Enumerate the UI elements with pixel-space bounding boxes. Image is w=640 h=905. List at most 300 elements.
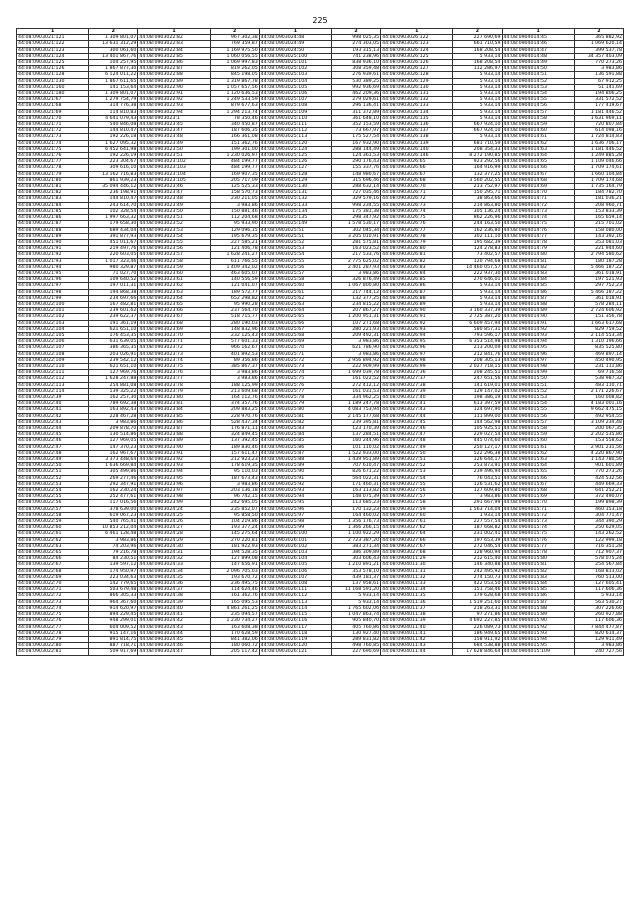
- cadastral-number-cell: 44:08:0903025:124: [259, 146, 331, 152]
- cadastral-number-cell: 44:08:0903025:110: [259, 115, 331, 121]
- cadastral-number-cell: 44:08:0903021:74: [17, 140, 89, 146]
- cadastral-number-cell: 44:08:0903026:73: [381, 202, 453, 208]
- cadastral-number-cell: 44:08:0903027:41: [381, 401, 453, 407]
- cadastral-value-cell: 151 362,76: [210, 140, 259, 146]
- cadastral-value-cell: 236 198,91: [89, 190, 138, 196]
- cadastral-value-cell: 361 018,91: [574, 270, 623, 276]
- cadastral-number-cell: 44:08:0903026:97: [381, 351, 453, 357]
- cadastral-number-cell: 44:08:0903023:49: [138, 140, 210, 146]
- cadastral-value-cell: 148 832,96: [210, 326, 259, 332]
- cadastral-number-cell: 44:08:0903025:133: [259, 202, 331, 208]
- cadastral-value-cell: 144 562,98: [453, 419, 502, 425]
- cadastral-value-cell: 841 382,06: [210, 636, 259, 642]
- cadastral-number-cell: 44:08:0903025:92: [259, 481, 331, 487]
- cadastral-number-cell: 44:08:0904011:43: [381, 643, 453, 649]
- cadastral-value-cell: 137 958,61: [331, 581, 380, 587]
- cadastral-value-cell: 621 786,90: [331, 345, 380, 351]
- cadastral-value-cell: 1 735 164,79: [574, 184, 623, 190]
- cadastral-value-cell: 158 911,92: [453, 636, 502, 642]
- cadastral-value-cell: 1 249 533,59: [210, 97, 259, 103]
- cadastral-value-cell: 3 109 234,48: [574, 419, 623, 425]
- cadastral-value-cell: 5 933,14: [453, 109, 502, 115]
- cadastral-number-cell: 44:08:0903026:127: [381, 66, 453, 72]
- cadastral-value-cell: 879 677,63: [210, 103, 259, 109]
- cadastral-number-cell: 44:08:0903026:87: [381, 289, 453, 295]
- cadastral-number-cell: 44:08:0903022:105: [17, 332, 89, 338]
- cadastral-number-cell: 44:08:0903026:126: [381, 60, 453, 66]
- cadastral-value-cell: 901 601,89: [574, 463, 623, 469]
- cadastral-number-cell: 44:08:0903024:37: [138, 587, 210, 593]
- cadastral-value-cell: 509 917,69: [89, 649, 138, 655]
- cadastral-number-cell: 44:08:0904015:71: [502, 506, 574, 512]
- cadastral-value-cell: 564 022,31: [331, 475, 380, 481]
- cadastral-number-cell: 44:08:0903022:91: [138, 91, 210, 97]
- cadastral-number-cell: 44:08:0903022:110: [17, 363, 89, 369]
- cadastral-number-cell: 44:08:0904014:77: [502, 233, 574, 239]
- cadastral-value-cell: 522 296,38: [453, 450, 502, 456]
- cadastral-value-cell: 324 849,45: [210, 432, 259, 438]
- cadastral-value-cell: 361 018,91: [574, 295, 623, 301]
- cadastral-value-cell: 132 377,25: [453, 171, 502, 177]
- cadastral-value-cell: 194 806,25: [574, 91, 623, 97]
- cadastral-number-cell: 44:08:0903021:77: [17, 159, 89, 165]
- cadastral-value-cell: 6 124 011,22: [89, 72, 138, 78]
- cadastral-number-cell: 44:08:0903025:60: [259, 283, 331, 289]
- cadastral-value-cell: 193 670,72: [210, 574, 259, 580]
- cadastral-value-cell: 170 132,23: [331, 506, 380, 512]
- cadastral-number-cell: 44:08:0903026:94: [381, 332, 453, 338]
- cadastral-number-cell: 44:08:0903026:72: [381, 196, 453, 202]
- cadastral-number-cell: 44:08:0903026:128: [381, 72, 453, 78]
- cadastral-number-cell: 44:08:0903023:75: [138, 363, 210, 369]
- cadastral-number-cell: 44:08:0903021:67: [17, 97, 89, 103]
- cadastral-value-cell: 6 353 514,98: [453, 339, 502, 345]
- cadastral-value-cell: 234 815,22: [331, 301, 380, 307]
- cadastral-value-cell: 38 863,66: [453, 196, 502, 202]
- cadastral-value-cell: 95 858,50: [210, 512, 259, 518]
- cadastral-number-cell: 44:08:0903023:78: [138, 382, 210, 388]
- cadastral-value-cell: 71 027,70: [89, 270, 138, 276]
- cadastral-value-cell: 253 873,91: [453, 463, 502, 469]
- cadastral-value-cell: 1 319 867,78: [210, 78, 259, 84]
- cadastral-number-cell: 44:08:0903024:24: [138, 506, 210, 512]
- cadastral-number-cell: 44:08:0904014:49: [502, 60, 574, 66]
- cadastral-number-cell: 44:08:0903025:126: [259, 159, 331, 165]
- cadastral-value-cell: 1 628 247,88: [89, 376, 138, 382]
- cadastral-number-cell: 44:08:0903022:83: [138, 41, 210, 47]
- cadastral-value-cell: 73 402,57: [453, 252, 502, 258]
- column-header: 1: [259, 29, 331, 35]
- cadastral-value-cell: 1 249 885,28: [574, 153, 623, 159]
- cadastral-number-cell: 44:08:0903024:40: [138, 605, 210, 611]
- cadastral-value-cell: 209 492,31: [331, 332, 380, 338]
- cadastral-value-cell: 1 057 657,56: [210, 84, 259, 90]
- cadastral-number-cell: 44:08:0903022:88: [138, 72, 210, 78]
- cadastral-value-cell: 270 220,81: [210, 537, 259, 543]
- cadastral-value-cell: 227 690,69: [453, 35, 502, 41]
- cadastral-value-cell: 3 983,86: [89, 419, 138, 425]
- cadastral-value-cell: 967 302,38: [210, 35, 259, 41]
- cadastral-number-cell: 44:08:0903024:27: [138, 525, 210, 531]
- cadastral-value-cell: 199 301,00: [210, 146, 259, 152]
- cadastral-number-cell: 44:08:0903026:98: [381, 357, 453, 363]
- cadastral-value-cell: 621 651,10: [89, 326, 138, 332]
- cadastral-value-cell: 212 923,23: [210, 457, 259, 463]
- cadastral-value-cell: 819 262,05: [210, 66, 259, 72]
- cadastral-number-cell: 44:08:0903026:121: [259, 649, 331, 655]
- cadastral-value-cell: 123 170,39: [331, 426, 380, 432]
- cadastral-value-cell: 3 205 010,91: [331, 233, 380, 239]
- cadastral-value-cell: 1 366 266,15: [331, 525, 380, 531]
- cadastral-number-cell: 44:08:0903025:96: [259, 506, 331, 512]
- cadastral-number-cell: 44:08:0903026:67: [381, 171, 453, 177]
- cadastral-value-cell: 998 025,35: [331, 35, 380, 41]
- cadastral-number-cell: 44:08:0903021:123: [17, 47, 89, 53]
- cadastral-number-cell: 44:08:0904011:31: [381, 568, 453, 574]
- cadastral-number-cell: 44:08:0904014:55: [502, 97, 574, 103]
- cadastral-number-cell: 44:08:0903023:48: [138, 134, 210, 140]
- cadastral-number-cell: 44:08:0903025:88: [259, 457, 331, 463]
- cadastral-value-cell: 184 782,70: [574, 190, 623, 196]
- cadastral-number-cell: 44:08:0904011:37: [381, 605, 453, 611]
- cadastral-value-cell: 165 659,14: [574, 215, 623, 221]
- cadastral-number-cell: 44:08:0903025:99: [259, 525, 331, 531]
- cadastral-number-cell: 44:08:0904015:53: [502, 394, 574, 400]
- cadastral-number-cell: 44:08:0903021:87: [17, 221, 89, 227]
- cadastral-value-cell: 5 933,14: [331, 599, 380, 605]
- cadastral-value-cell: 667 924,10: [453, 128, 502, 134]
- cadastral-number-cell: 44:08:0904014:50: [502, 66, 574, 72]
- cadastral-number-cell: 44:08:0903026:138: [381, 134, 453, 140]
- cadastral-value-cell: 160 008,82: [574, 394, 623, 400]
- cadastral-number-cell: 44:08:0903022:45: [17, 432, 89, 438]
- cadastral-value-cell: 194 868,38: [89, 289, 138, 295]
- cadastral-value-cell: 891 814,75: [89, 636, 138, 642]
- cadastral-number-cell: 44:08:0903025:75: [259, 376, 331, 382]
- cadastral-number-cell: 44:08:0903022:40: [17, 401, 89, 407]
- cadastral-value-cell: 2 114 553,34: [574, 332, 623, 338]
- cadastral-value-cell: 289 831,82: [331, 636, 380, 642]
- cadastral-number-cell: 44:08:0903025:97: [259, 512, 331, 518]
- cadastral-value-cell: 3 160 337,39: [453, 308, 502, 314]
- cadastral-number-cell: 44:08:0903023:47: [138, 128, 210, 134]
- cadastral-value-cell: 439 181,37: [331, 574, 380, 580]
- table-body: [17, 35, 624, 655]
- cadastral-value-cell: 4 083 753,94: [331, 407, 380, 413]
- cadastral-value-cell: 124 278,83: [453, 246, 502, 252]
- cadastral-value-cell: 1 310 196,66: [574, 339, 623, 345]
- cadastral-value-cell: 498 760,85: [331, 643, 380, 649]
- cadastral-number-cell: 44:08:0903022:55: [17, 494, 89, 500]
- cadastral-value-cell: 207 867,27: [331, 308, 380, 314]
- cadastral-number-cell: 44:08:0903022:58: [17, 512, 89, 518]
- cadastral-value-cell: 374 357,76: [210, 401, 259, 407]
- cadastral-number-cell: 44:08:0903023:67: [138, 314, 210, 320]
- cadastral-number-cell: 44:08:0903022:63: [17, 543, 89, 549]
- cadastral-value-cell: 143 392,16: [574, 233, 623, 239]
- cadastral-number-cell: 44:08:0903022:102: [17, 314, 89, 320]
- cadastral-value-cell: 422 053,50: [453, 581, 502, 587]
- cadastral-value-cell: 95 933,90: [210, 221, 259, 227]
- cadastral-number-cell: 44:08:0904014:69: [502, 184, 574, 190]
- cadastral-value-cell: 270 646,01: [453, 277, 502, 283]
- cadastral-value-cell: 621 651,10: [89, 363, 138, 369]
- cadastral-value-cell: 538 987,32: [574, 376, 623, 382]
- cadastral-number-cell: 44:08:0903024:48: [259, 35, 331, 41]
- cadastral-number-cell: 44:08:0904014:82: [502, 264, 574, 270]
- cadastral-value-cell: 192 226,18: [89, 134, 138, 140]
- cadastral-number-cell: 44:08:0903027:62: [381, 525, 453, 531]
- cadastral-number-cell: 44:08:0903024:29: [138, 537, 210, 543]
- cadastral-number-cell: 44:08:0904014:90: [502, 314, 574, 320]
- cadastral-value-cell: 126 644,17: [453, 457, 502, 463]
- cadastral-number-cell: 44:08:0903026:115: [259, 612, 331, 618]
- cadastral-number-cell: 44:08:0903022:52: [17, 475, 89, 481]
- cadastral-number-cell: 44:08:0903022:66: [17, 556, 89, 562]
- cadastral-number-cell: 44:08:0903025:108: [259, 103, 331, 109]
- cadastral-value-cell: 5 933,14: [453, 134, 502, 140]
- cadastral-value-cell: 1 230 026,97: [210, 153, 259, 159]
- cadastral-value-cell: 905 840,70: [331, 618, 380, 624]
- cadastral-value-cell: 2 027 718,15: [453, 363, 502, 369]
- cadastral-value-cell: 254 881,08: [89, 382, 138, 388]
- cadastral-value-cell: 3 983,86: [89, 537, 138, 543]
- cadastral-value-cell: 155 337,76: [331, 165, 380, 171]
- cadastral-value-cell: 84 230,51: [89, 556, 138, 562]
- cadastral-number-cell: 44:08:0903026:81: [381, 252, 453, 258]
- cadastral-value-cell: 484 199,77: [210, 165, 259, 171]
- cadastral-number-cell: 44:08:0903026:112: [259, 593, 331, 599]
- cadastral-number-cell: 44:08:0903025:58: [259, 277, 331, 283]
- cadastral-number-cell: 44:08:0904014:60: [502, 128, 574, 134]
- cadastral-number-cell: 44:08:0903026:130: [381, 84, 453, 90]
- cadastral-value-cell: 213 609,68: [210, 388, 259, 394]
- cadastral-value-cell: 5 466 187,22: [574, 289, 623, 295]
- cadastral-number-cell: 44:08:0903021:76: [17, 153, 89, 159]
- cadastral-number-cell: 44:08:0903026:93: [381, 326, 453, 332]
- cadastral-number-cell: 44:08:0903025:72: [259, 357, 331, 363]
- cadastral-value-cell: 1 563 714,04: [453, 506, 502, 512]
- cadastral-value-cell: 2 401 287,93: [331, 264, 380, 270]
- cadastral-number-cell: 44:08:0903026:75: [381, 215, 453, 221]
- cadastral-value-cell: 197 653,39: [453, 537, 502, 543]
- cadastral-number-cell: 44:08:0903023:64: [138, 295, 210, 301]
- cadastral-number-cell: 44:08:0903025:120: [259, 140, 331, 146]
- cadastral-value-cell: 681 710,59: [453, 140, 502, 146]
- cadastral-number-cell: 44:08:0903025:100: [259, 53, 331, 59]
- cadastral-number-cell: 44:08:0903022:50: [17, 463, 89, 469]
- cadastral-number-cell: 44:08:0903026:133: [381, 103, 453, 109]
- cadastral-number-cell: 44:08:0903023:88: [138, 432, 210, 438]
- cadastral-number-cell: 44:08:0903021:81: [17, 184, 89, 190]
- cadastral-value-cell: 540 765,41: [89, 519, 138, 525]
- cadastral-number-cell: 44:08:0903026:96: [381, 345, 453, 351]
- cadastral-number-cell: 44:08:0904015:75: [502, 531, 574, 537]
- cadastral-number-cell: 44:08:0903027:39: [381, 388, 453, 394]
- cadastral-number-cell: 44:08:0903023:66: [138, 308, 210, 314]
- cadastral-value-cell: 304 771,47: [574, 512, 623, 518]
- cadastral-number-cell: 44:08:0903023:60: [138, 270, 210, 276]
- cadastral-value-cell: 483 110,71: [574, 382, 623, 388]
- cadastral-number-cell: 44:08:0904015:90: [502, 618, 574, 624]
- cadastral-value-cell: 51 141,69: [574, 84, 623, 90]
- cadastral-number-cell: 44:08:0903025:85: [259, 438, 331, 444]
- cadastral-number-cell: 44:08:0903024:50: [259, 47, 331, 53]
- cadastral-number-cell: 44:08:0903024:28: [138, 531, 210, 537]
- cadastral-value-cell: 712 907,37: [574, 550, 623, 556]
- cadastral-value-cell: 887 718,71: [89, 643, 138, 649]
- cadastral-number-cell: 44:08:0903025:51: [259, 233, 331, 239]
- cadastral-value-cell: 391 877,93: [89, 233, 138, 239]
- cadastral-value-cell: 292 347,91: [89, 481, 138, 487]
- cadastral-value-cell: 171 460,31: [331, 481, 380, 487]
- cadastral-value-cell: 213 752,97: [453, 184, 502, 190]
- cadastral-number-cell: 44:08:0903027:61: [381, 519, 453, 525]
- cadastral-value-cell: 4 861 261,25: [210, 605, 259, 611]
- cadastral-value-cell: 157 611,47: [210, 450, 259, 456]
- cadastral-value-cell: 1 628 241,27: [210, 252, 259, 258]
- cadastral-number-cell: 44:08:0903021:85: [17, 208, 89, 214]
- cadastral-value-cell: 6 609 457,94: [453, 320, 502, 326]
- cadastral-number-cell: 44:08:0903026:106: [259, 568, 331, 574]
- cadastral-value-cell: 124 361,53: [331, 153, 380, 159]
- cadastral-number-cell: 44:08:0903026:86: [381, 283, 453, 289]
- cadastral-value-cell: 3 983,86: [210, 370, 259, 376]
- cadastral-number-cell: 44:08:0903023:72: [138, 345, 210, 351]
- cadastral-number-cell: 44:08:0904015:68: [502, 488, 574, 494]
- cadastral-number-cell: 44:08:0903025:91: [259, 475, 331, 481]
- cadastral-value-cell: 329 579,16: [331, 196, 380, 202]
- cadastral-number-cell: 44:08:0903025:86: [259, 444, 331, 450]
- cadastral-value-cell: 469 897,14: [574, 351, 623, 357]
- cadastral-value-cell: 492 954,55: [574, 413, 623, 419]
- cadastral-value-cell: 311 372,89: [331, 109, 380, 115]
- cadastral-value-cell: 385 867,37: [210, 363, 259, 369]
- cadastral-value-cell: 240 727,56: [574, 649, 623, 655]
- cadastral-number-cell: 44:08:0904014:59: [502, 122, 574, 128]
- cadastral-number-cell: 44:08:0903021:126: [17, 66, 89, 72]
- cadastral-number-cell: 44:08:0903021:73: [17, 134, 89, 140]
- cadastral-number-cell: 44:08:0903022:53: [17, 481, 89, 487]
- cadastral-value-cell: 451 011,67: [89, 239, 138, 245]
- cadastral-number-cell: 44:08:0903027:51: [381, 457, 453, 463]
- cadastral-number-cell: 44:08:0903023:79: [138, 388, 210, 394]
- cadastral-number-cell: 44:08:0903025:106: [259, 91, 331, 97]
- cadastral-number-cell: 44:08:0903022:56: [17, 500, 89, 506]
- cadastral-number-cell: 44:08:0904015:82: [502, 568, 574, 574]
- cadastral-number-cell: 44:08:0903026:123: [381, 41, 453, 47]
- cadastral-number-cell: 44:08:0903025:131: [259, 190, 331, 196]
- cadastral-number-cell: 44:08:0903026:132: [381, 97, 453, 103]
- cadastral-number-cell: 44:08:0903021:83: [17, 196, 89, 202]
- cadastral-value-cell: 619 067,23: [89, 512, 138, 518]
- cadastral-value-cell: 998 234,55: [331, 202, 380, 208]
- cadastral-value-cell: 174 950,97: [89, 568, 138, 574]
- cadastral-value-cell: 142 779,65: [89, 581, 138, 587]
- cadastral-value-cell: 3 983,86: [453, 494, 502, 500]
- cadastral-number-cell: 44:08:0904011:40: [381, 624, 453, 630]
- cadastral-number-cell: 44:08:0903022:92: [138, 97, 210, 103]
- cadastral-value-cell: 309 616,10: [89, 165, 138, 171]
- cadastral-number-cell: 44:08:0904015:52: [502, 388, 574, 394]
- cadastral-number-cell: 44:08:0903022:94: [138, 109, 210, 115]
- cadastral-value-cell: 770 273,26: [574, 469, 623, 475]
- cadastral-value-cell: 760 513,00: [574, 574, 623, 580]
- cadastral-value-cell: 288 632,14: [331, 184, 380, 190]
- cadastral-number-cell: 44:08:0904015:81: [502, 562, 574, 568]
- cadastral-number-cell: 44:08:0904014:52: [502, 78, 574, 84]
- cadastral-value-cell: 272 412,12: [331, 382, 380, 388]
- cadastral-number-cell: 44:08:0903022:81: [17, 649, 89, 655]
- cadastral-number-cell: 44:08:0903023:53: [138, 227, 210, 233]
- cadastral-number-cell: 44:08:0903025:70: [259, 345, 331, 351]
- cadastral-value-cell: 140 556,59: [210, 277, 259, 283]
- cadastral-value-cell: 151 356,78: [574, 314, 623, 320]
- cadastral-value-cell: 2 724 606,92: [574, 308, 623, 314]
- cadastral-value-cell: 540 846,08: [89, 122, 138, 128]
- cadastral-value-cell: 296 136,41: [331, 103, 380, 109]
- cadastral-value-cell: 5 933,14: [453, 103, 502, 109]
- cadastral-number-cell: 44:08:0903023:91: [138, 450, 210, 456]
- cadastral-number-cell: 44:08:0903023:87: [138, 426, 210, 432]
- cadastral-value-cell: 244 163,50: [453, 221, 502, 227]
- cadastral-number-cell: 44:08:0903024:44: [138, 630, 210, 636]
- cadastral-value-cell: 399 537,78: [574, 47, 623, 53]
- column-header: 2: [210, 29, 259, 35]
- cadastral-number-cell: 44:08:0903025:149: [259, 221, 331, 227]
- cadastral-value-cell: 127 969,05: [89, 438, 138, 444]
- cadastral-value-cell: 3 983,86: [574, 643, 623, 649]
- cadastral-number-cell: 44:08:0904015:63: [502, 457, 574, 463]
- cadastral-value-cell: 3 983,86: [331, 270, 380, 276]
- cadastral-value-cell: 2 171 226,67: [574, 388, 623, 394]
- cadastral-value-cell: 838 936,10: [331, 60, 380, 66]
- cadastral-value-cell: 107 271,68: [331, 320, 380, 326]
- cadastral-number-cell: 44:08:0903025:69: [259, 339, 331, 345]
- cadastral-number-cell: 44:08:0904014:63: [502, 146, 574, 152]
- cadastral-value-cell: 915 147,16: [89, 630, 138, 636]
- cadastral-value-cell: 789 692,38: [89, 401, 138, 407]
- cadastral-number-cell: 44:08:0904015:74: [502, 525, 574, 531]
- cadastral-value-cell: 992 936,69: [331, 84, 380, 90]
- cadastral-value-cell: 1 309 801,07: [89, 91, 138, 97]
- cadastral-value-cell: 6 452 641,98: [89, 146, 138, 152]
- cadastral-number-cell: 44:08:0904014:83: [502, 270, 574, 276]
- cadastral-number-cell: 44:08:0903025:93: [259, 488, 331, 494]
- cadastral-value-cell: 141 619,01: [453, 382, 502, 388]
- cadastral-value-cell: 845 198,05: [210, 72, 259, 78]
- cadastral-value-cell: 2 901 231,56: [574, 444, 623, 450]
- cadastral-value-cell: 129 911,49: [574, 636, 623, 642]
- cadastral-number-cell: 44:08:0903021:130: [17, 78, 89, 84]
- cadastral-number-cell: 44:08:0904015:51: [502, 382, 574, 388]
- cadastral-value-cell: 150 881,46: [210, 208, 259, 214]
- cadastral-value-cell: 151 758,46: [453, 587, 502, 593]
- cadastral-value-cell: 11 168 591,20: [331, 587, 380, 593]
- cadastral-value-cell: 1 522 933,00: [331, 450, 380, 456]
- cadastral-number-cell: 44:08:0903023:95: [138, 475, 210, 481]
- cadastral-value-cell: 213 200,09: [453, 345, 502, 351]
- cadastral-value-cell: 163 608,38: [210, 624, 259, 630]
- cadastral-value-cell: 631 639,05: [89, 339, 138, 345]
- cadastral-number-cell: 44:08:0903022:46: [17, 438, 89, 444]
- cadastral-value-cell: 125 525,33: [210, 184, 259, 190]
- cadastral-value-cell: 5 933,14: [453, 53, 502, 59]
- cadastral-number-cell: 44:08:0903023:97: [138, 488, 210, 494]
- cadastral-value-cell: 194 528,35: [210, 550, 259, 556]
- cadastral-number-cell: 44:08:0903023:1: [138, 115, 210, 121]
- cadastral-number-cell: 44:08:0903023:51: [138, 153, 210, 159]
